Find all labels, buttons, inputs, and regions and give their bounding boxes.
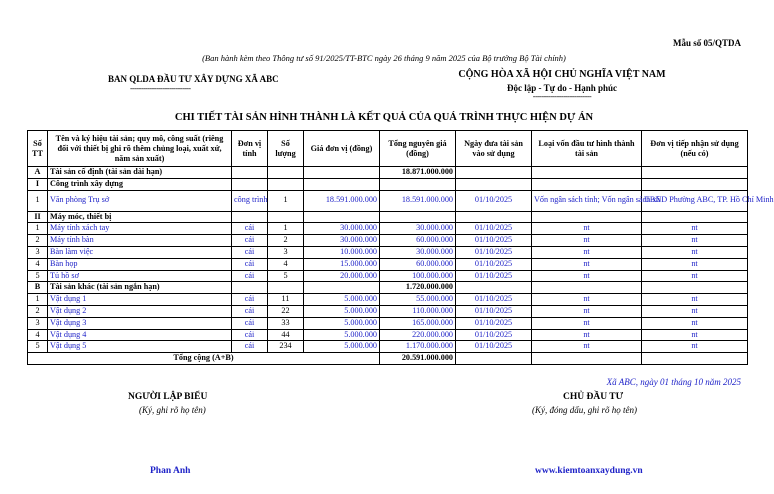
unit-price-cell: 5.000.000 — [304, 341, 380, 353]
row-number-cell: II — [28, 211, 48, 223]
asset-name-cell: Máy tính bàn — [48, 235, 232, 247]
unit-cell: cái — [232, 246, 268, 258]
capital-source-cell: nt — [532, 294, 642, 306]
total-cost-cell — [380, 178, 456, 190]
total-cost-cell: 30.000.000 — [380, 223, 456, 235]
column-header-unit-price: Giá đơn vị (đồng) — [304, 131, 380, 167]
organization-divider: ---------------------------- — [130, 84, 191, 93]
unit-price-cell — [304, 178, 380, 190]
row-number-cell: 1 — [28, 223, 48, 235]
quantity-cell — [268, 167, 304, 179]
usage-date-cell: 01/10/2025 — [456, 223, 532, 235]
usage-date-cell: 01/10/2025 — [456, 235, 532, 247]
unit-price-cell: 20.000.000 — [304, 270, 380, 282]
recipient-cell — [642, 211, 748, 223]
quantity-cell — [268, 211, 304, 223]
row-number-cell: B — [28, 282, 48, 294]
asset-table — [27, 130, 774, 365]
unit-cell: cái — [232, 235, 268, 247]
row-number-cell: 3 — [28, 246, 48, 258]
recipient-cell: UBND Phường ABC, TP. Hồ Chí Minh — [642, 190, 748, 211]
quantity-cell: 2 — [268, 235, 304, 247]
usage-date-cell: 01/10/2025 — [456, 305, 532, 317]
unit-price-cell — [304, 167, 380, 179]
row-number-cell: 1 — [28, 190, 48, 211]
recipient-cell: nt — [642, 329, 748, 341]
recipient-cell: nt — [642, 341, 748, 353]
quantity-cell: 3 — [268, 246, 304, 258]
capital-source-cell: nt — [532, 305, 642, 317]
issued-note: (Ban hành kèm theo Thông tư số 91/2025/TT-BTC ngày 26 tháng 9 năm 2025 của Bộ trưởng Bộ Tài chính) — [202, 53, 566, 63]
asset-name-cell: Vật dụng 3 — [48, 317, 232, 329]
table-row — [28, 178, 748, 190]
owner-note: (Ký, đóng dấu, ghi rõ họ tên) — [532, 405, 637, 415]
row-number-cell: 1 — [28, 294, 48, 306]
unit-cell — [232, 178, 268, 190]
recipient-cell: nt — [642, 223, 748, 235]
unit-price-cell: 5.000.000 — [304, 294, 380, 306]
unit-cell: cái — [232, 305, 268, 317]
row-number-cell: 3 — [28, 317, 48, 329]
capital-source-cell: nt — [532, 341, 642, 353]
total-cost-cell: 60.000.000 — [380, 258, 456, 270]
asset-name-cell: Vật dụng 4 — [48, 329, 232, 341]
recipient-cell: nt — [642, 235, 748, 247]
organization-name: BAN QLDA ĐẦU TƯ XÂY DỰNG XÃ ABC — [108, 74, 279, 84]
grand-total-label: Tổng cộng (A+B) — [28, 353, 380, 365]
table-row — [28, 305, 748, 317]
table-row — [28, 282, 748, 294]
usage-date-cell — [456, 211, 532, 223]
usage-date-cell: 01/10/2025 — [456, 317, 532, 329]
asset-name-cell: Vật dụng 5 — [48, 341, 232, 353]
quantity-cell: 5 — [268, 270, 304, 282]
unit-price-cell: 15.000.000 — [304, 258, 380, 270]
usage-date-cell: 01/10/2025 — [456, 341, 532, 353]
grand-total-value: 20.591.000.000 — [380, 353, 456, 365]
grand-total-row — [28, 353, 748, 365]
total-cost-cell: 18.871.000.000 — [380, 167, 456, 179]
column-header-name: Tên và ký hiệu tài sản; quy mô, công suất (riêng đối với thiết bị ghi rõ thêm chủng loại, xuất xứ, năm sản xuất) — [48, 131, 232, 167]
unit-cell — [232, 211, 268, 223]
unit-price-cell: 18.591.000.000 — [304, 190, 380, 211]
table-row — [28, 167, 748, 179]
table-cell — [456, 353, 532, 365]
capital-source-cell: nt — [532, 223, 642, 235]
capital-source-cell: nt — [532, 235, 642, 247]
asset-name-cell: Máy tính xách tay — [48, 223, 232, 235]
column-header-quantity: Số lượng — [268, 131, 304, 167]
total-cost-cell: 110.000.000 — [380, 305, 456, 317]
recipient-cell: nt — [642, 258, 748, 270]
column-header-recipient: Đơn vị tiếp nhận sử dụng (nếu có) — [642, 131, 748, 167]
unit-cell: cái — [232, 317, 268, 329]
asset-name-cell: Vật dụng 2 — [48, 305, 232, 317]
usage-date-cell — [456, 282, 532, 294]
table-row — [28, 294, 748, 306]
total-cost-cell: 55.000.000 — [380, 294, 456, 306]
unit-price-cell: 5.000.000 — [304, 329, 380, 341]
unit-cell: cái — [232, 258, 268, 270]
recipient-cell — [642, 178, 748, 190]
row-number-cell: 2 — [28, 235, 48, 247]
document-title: CHI TIẾT TÀI SẢN HÌNH THÀNH LÀ KẾT QUẢ CỦA QUÁ TRÌNH THỰC HIỆN DỰ ÁN — [174, 112, 594, 123]
total-cost-cell: 100.000.000 — [380, 270, 456, 282]
recipient-cell: nt — [642, 294, 748, 306]
recipient-cell — [642, 167, 748, 179]
preparer-note: (Ký, ghi rõ họ tên) — [139, 405, 206, 415]
republic-heading: CỘNG HÒA XÃ HỘI CHỦ NGHĨA VIỆT NAM — [458, 69, 666, 80]
capital-source-cell: nt — [532, 246, 642, 258]
table-cell — [642, 353, 748, 365]
column-header-unit: Đơn vị tính — [232, 131, 268, 167]
asset-name-cell: Máy móc, thiết bị — [48, 211, 232, 223]
quantity-cell: 234 — [268, 341, 304, 353]
column-header-stt: Số TT — [28, 131, 48, 167]
recipient-cell: nt — [642, 246, 748, 258]
unit-cell — [232, 282, 268, 294]
unit-cell: cái — [232, 341, 268, 353]
quantity-cell: 33 — [268, 317, 304, 329]
total-cost-cell: 165.000.000 — [380, 317, 456, 329]
row-number-cell: 4 — [28, 258, 48, 270]
usage-date-cell: 01/10/2025 — [456, 270, 532, 282]
row-number-cell: I — [28, 178, 48, 190]
signing-date: Xã ABC, ngày 01 tháng 10 năm 2025 — [606, 377, 741, 387]
table-row — [28, 270, 748, 282]
total-cost-cell: 30.000.000 — [380, 246, 456, 258]
asset-name-cell: Tài sản cố định (tài sản dài hạn) — [48, 167, 232, 179]
total-cost-cell — [380, 211, 456, 223]
table-header-row — [28, 131, 748, 167]
unit-cell: cái — [232, 329, 268, 341]
asset-name-cell: Vật dụng 1 — [48, 294, 232, 306]
asset-name-cell: Bàn làm việc — [48, 246, 232, 258]
unit-price-cell: 30.000.000 — [304, 235, 380, 247]
quantity-cell — [268, 282, 304, 294]
preparer-name: Phan Anh — [150, 466, 191, 476]
quantity-cell: 4 — [268, 258, 304, 270]
recipient-cell: nt — [642, 305, 748, 317]
table-row — [28, 341, 748, 353]
table-cell — [532, 353, 642, 365]
capital-source-cell: Vốn ngân sách tỉnh; Vốn ngân sách xã — [532, 190, 642, 211]
row-number-cell: 5 — [28, 270, 48, 282]
quantity-cell: 11 — [268, 294, 304, 306]
capital-source-cell: nt — [532, 317, 642, 329]
unit-cell: cái — [232, 223, 268, 235]
usage-date-cell: 01/10/2025 — [456, 294, 532, 306]
total-cost-cell: 1.720.000.000 — [380, 282, 456, 294]
table-row — [28, 235, 748, 247]
row-number-cell: A — [28, 167, 48, 179]
quantity-cell: 44 — [268, 329, 304, 341]
table-row — [28, 317, 748, 329]
usage-date-cell — [456, 167, 532, 179]
unit-cell: cái — [232, 294, 268, 306]
table-row — [28, 246, 748, 258]
table-row — [28, 211, 748, 223]
table-row — [28, 329, 748, 341]
recipient-cell — [642, 282, 748, 294]
total-cost-cell: 18.591.000.000 — [380, 190, 456, 211]
usage-date-cell: 01/10/2025 — [456, 190, 532, 211]
capital-source-cell: nt — [532, 270, 642, 282]
usage-date-cell: 01/10/2025 — [456, 246, 532, 258]
unit-cell: công trình — [232, 190, 268, 211]
usage-date-cell: 01/10/2025 — [456, 329, 532, 341]
asset-name-cell: Tài sản khác (tài sản ngắn hạn) — [48, 282, 232, 294]
asset-name-cell: Tủ hồ sơ — [48, 270, 232, 282]
asset-name-cell: Văn phòng Trụ sở — [48, 190, 232, 211]
unit-price-cell — [304, 282, 380, 294]
asset-name-cell: Bàn họp — [48, 258, 232, 270]
unit-price-cell: 10.000.000 — [304, 246, 380, 258]
row-number-cell: 2 — [28, 305, 48, 317]
quantity-cell: 22 — [268, 305, 304, 317]
owner-title: CHỦ ĐẦU TƯ — [563, 392, 624, 402]
recipient-cell: nt — [642, 270, 748, 282]
capital-source-cell: nt — [532, 329, 642, 341]
preparer-title: NGƯỜI LẬP BIỂU — [128, 392, 208, 402]
capital-source-cell: nt — [532, 258, 642, 270]
total-cost-cell: 220.000.000 — [380, 329, 456, 341]
usage-date-cell — [456, 178, 532, 190]
capital-source-cell — [532, 211, 642, 223]
unit-price-cell: 5.000.000 — [304, 305, 380, 317]
recipient-cell: nt — [642, 317, 748, 329]
capital-source-cell — [532, 282, 642, 294]
column-header-total: Tổng nguyên giá (đồng) — [380, 131, 456, 167]
quantity-cell: 1 — [268, 190, 304, 211]
unit-price-cell — [304, 211, 380, 223]
column-header-date: Ngày đưa tài sản vào sử dụng — [456, 131, 532, 167]
asset-name-cell: Công trình xây dựng — [48, 178, 232, 190]
quantity-cell: 1 — [268, 223, 304, 235]
unit-cell — [232, 167, 268, 179]
website-link[interactable]: www.kiemtoanxaydung.vn — [535, 466, 643, 476]
national-motto: Độc lập - Tự do - Hạnh phúc — [506, 83, 617, 93]
unit-cell: cái — [232, 270, 268, 282]
unit-price-cell: 5.000.000 — [304, 317, 380, 329]
total-cost-cell: 1.170.000.000 — [380, 341, 456, 353]
unit-price-cell: 30.000.000 — [304, 223, 380, 235]
usage-date-cell: 01/10/2025 — [456, 258, 532, 270]
row-number-cell: 5 — [28, 341, 48, 353]
motto-divider: --------------------------- — [532, 92, 592, 101]
capital-source-cell — [532, 167, 642, 179]
total-cost-cell: 60.000.000 — [380, 235, 456, 247]
quantity-cell — [268, 178, 304, 190]
table-row — [28, 258, 748, 270]
table-row — [28, 190, 748, 211]
form-number: Mẫu số 05/QTDA — [672, 38, 741, 48]
column-header-capital: Loại vốn đầu tư hình thành tài sản — [532, 131, 642, 167]
capital-source-cell — [532, 178, 642, 190]
row-number-cell: 4 — [28, 329, 48, 341]
table-row — [28, 223, 748, 235]
asset-table-body — [28, 167, 774, 353]
